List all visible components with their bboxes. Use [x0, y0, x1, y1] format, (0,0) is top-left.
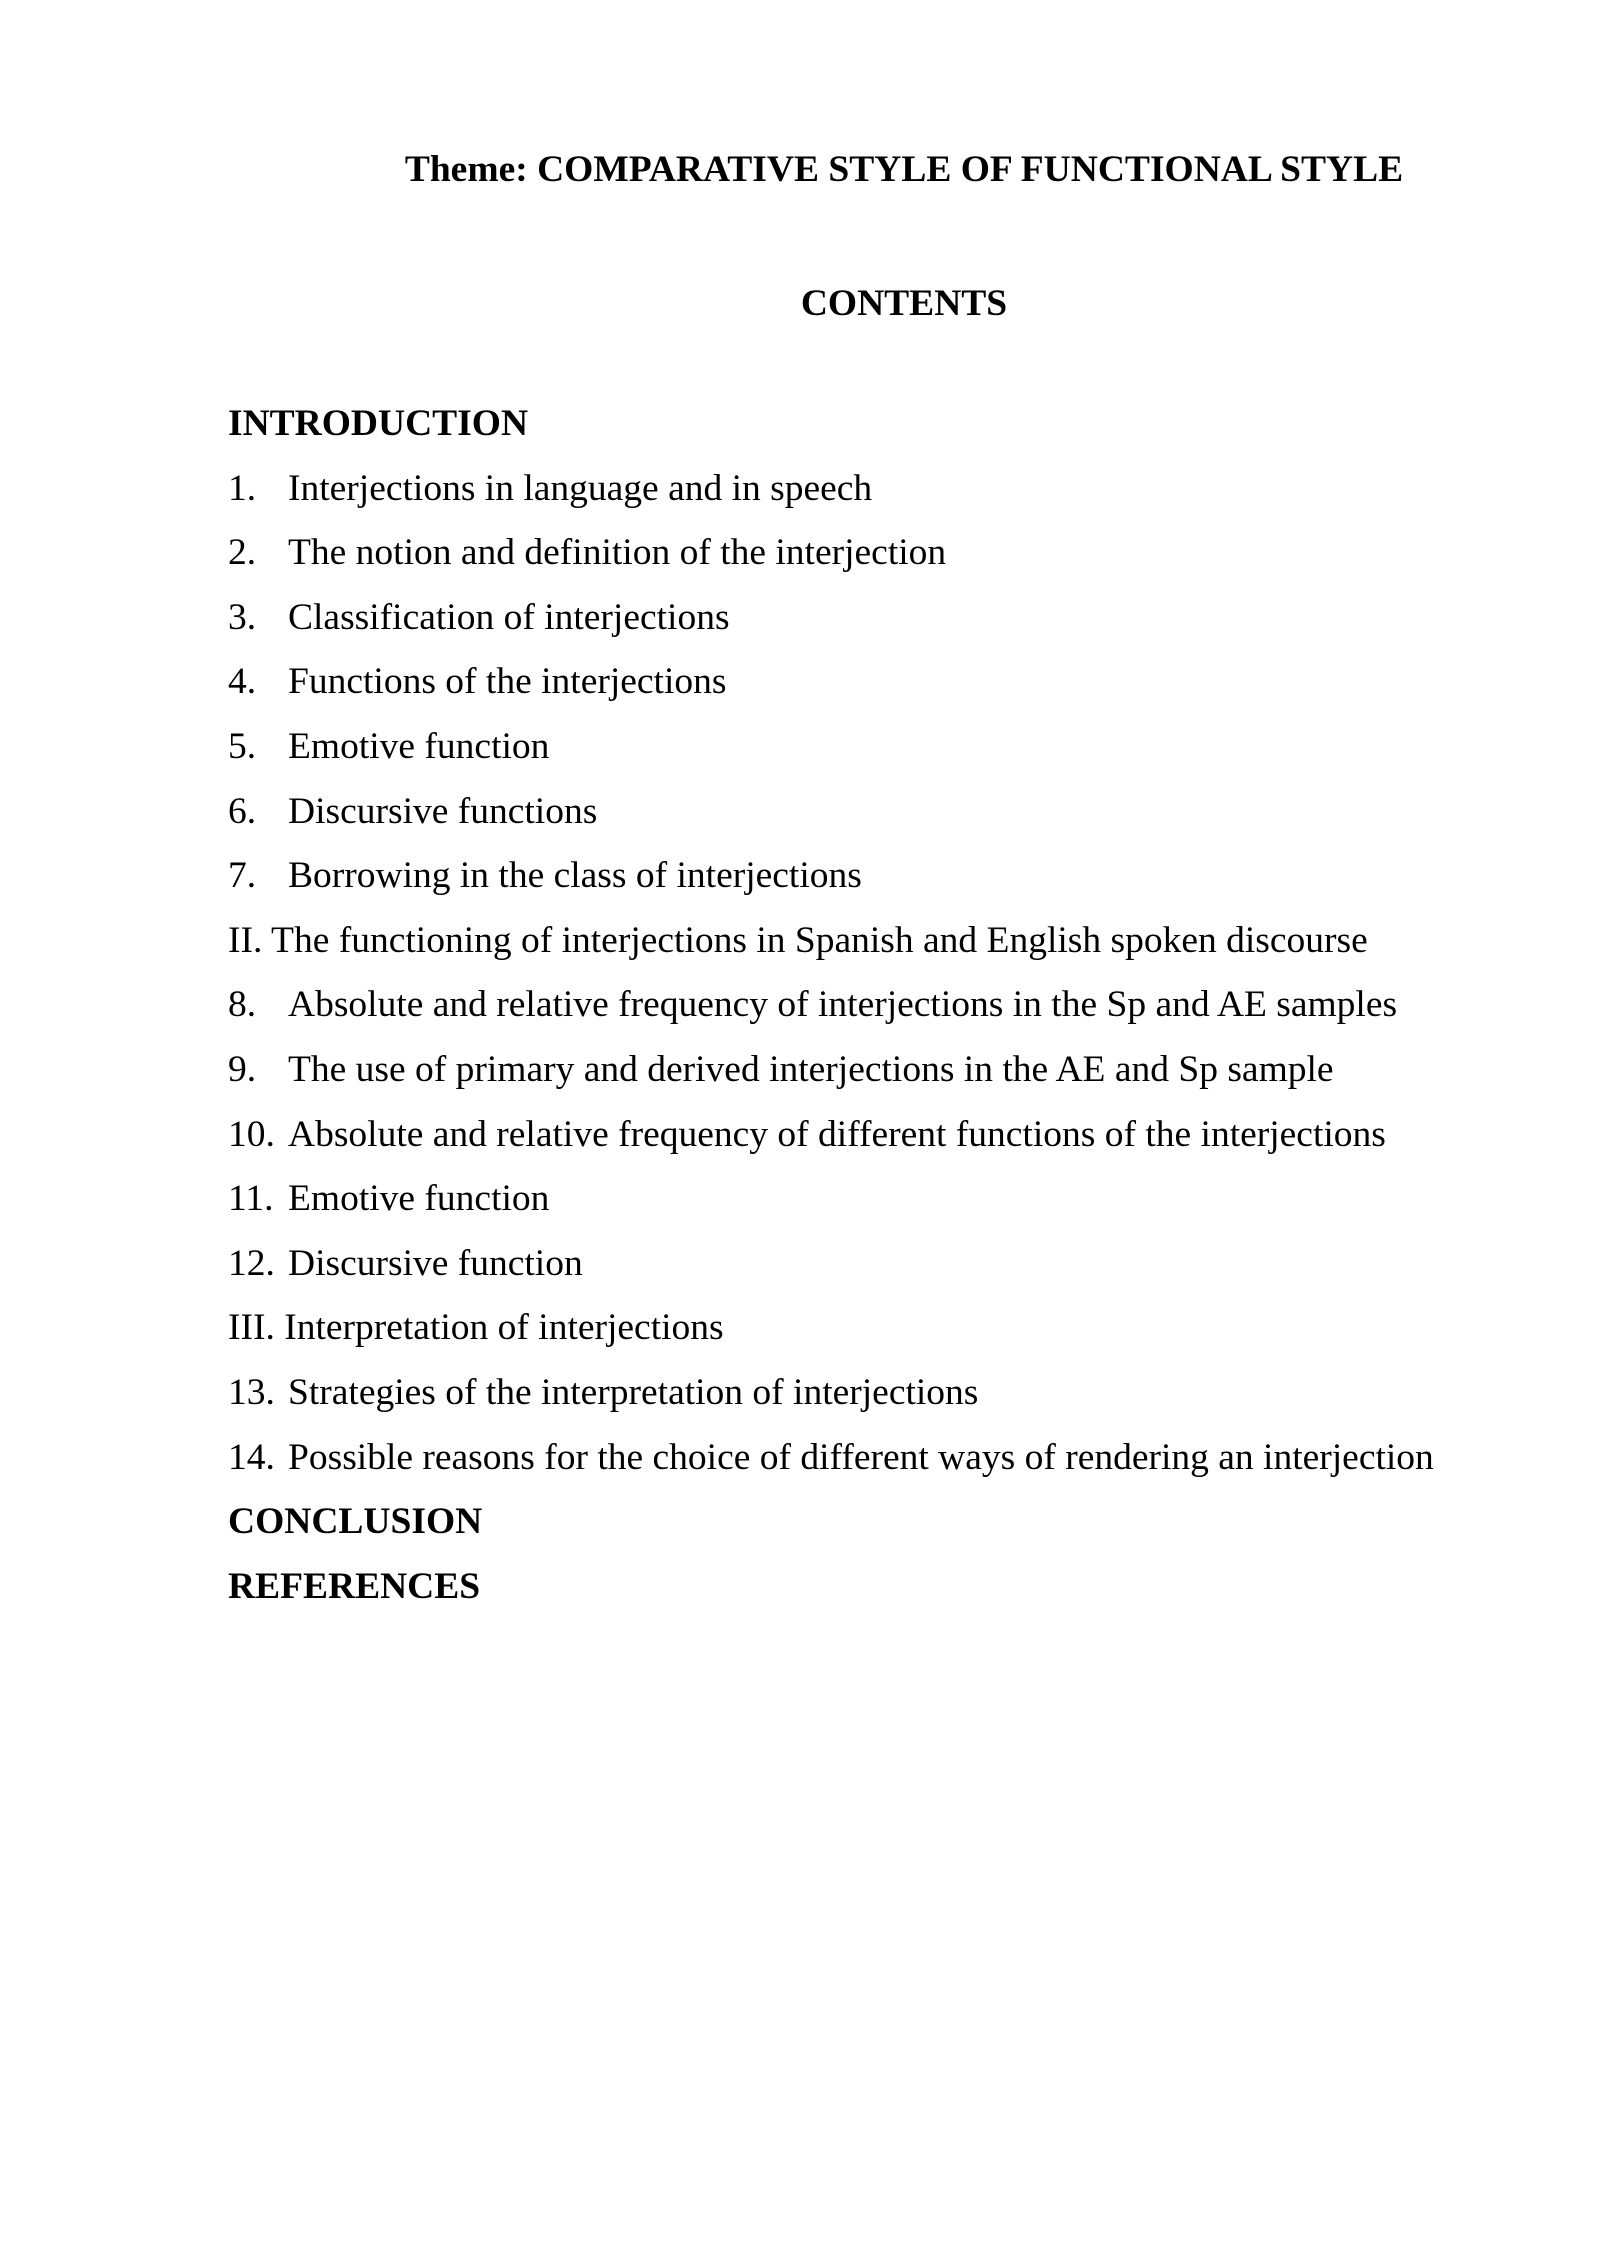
toc-item-number: 10.	[228, 1113, 275, 1155]
toc-item-text: Discursive functions	[288, 790, 598, 832]
toc-item	[228, 586, 1588, 651]
toc-item-number: 8.	[228, 984, 257, 1026]
toc-item	[228, 392, 1588, 457]
toc-item-number: 12.	[228, 1242, 275, 1284]
toc-item-text: Absolute and relative frequency of different functions of the interjections	[288, 1113, 1386, 1155]
toc-item-number: 1.	[228, 467, 257, 509]
toc-item	[228, 1103, 1588, 1168]
toc-item	[228, 780, 1588, 845]
toc-item	[228, 909, 1588, 974]
toc-item	[228, 521, 1588, 586]
toc-item-text: REFERENCES	[228, 1565, 481, 1607]
toc-item-number: 4.	[228, 661, 257, 703]
toc-item-text: Functions of the interjections	[288, 661, 727, 703]
toc-item-number: 2.	[228, 532, 257, 574]
toc-item-text: Interjections in language and in speech	[288, 467, 873, 509]
toc-item	[228, 844, 1588, 909]
toc-item-text: The use of primary and derived interjections in the AE and Sp sample	[288, 1048, 1334, 1090]
toc-item-text: II. The functioning of interjections in Spanish and English spoken discourse	[228, 919, 1368, 961]
toc-item-text: Classification of interjections	[288, 596, 730, 638]
toc-item-number: 3.	[228, 596, 257, 638]
toc-item-text: Discursive function	[288, 1242, 583, 1284]
toc-item	[228, 1426, 1588, 1491]
toc-item-number: 6.	[228, 790, 257, 832]
table-of-contents	[228, 392, 1588, 1619]
toc-item-number: 14.	[228, 1436, 275, 1478]
toc-item-text: Emotive function	[288, 1178, 550, 1220]
toc-item	[228, 1490, 1588, 1555]
toc-item	[228, 1296, 1588, 1361]
toc-item-text: III. Interpretation of interjections	[228, 1307, 724, 1349]
toc-item-text: Borrowing in the class of interjections	[288, 855, 862, 897]
toc-item	[228, 973, 1588, 1038]
toc-item	[228, 1167, 1588, 1232]
contents-heading: CONTENTS	[800, 283, 1008, 324]
toc-item	[228, 1038, 1588, 1103]
toc-item	[228, 1361, 1588, 1426]
toc-item-number: 13.	[228, 1371, 275, 1413]
toc-item-text: The notion and definition of the interjection	[288, 532, 947, 574]
toc-item-number: 11.	[228, 1178, 274, 1220]
toc-item	[228, 1555, 1588, 1620]
toc-item-number: 9.	[228, 1048, 257, 1090]
toc-item-number: 7.	[228, 855, 257, 897]
toc-item-text: INTRODUCTION	[228, 403, 529, 444]
toc-item-number: 5.	[228, 725, 257, 767]
toc-item-text: Possible reasons for the choice of different ways of rendering an interjection	[288, 1436, 1434, 1478]
toc-item	[228, 1232, 1588, 1297]
toc-item	[228, 715, 1588, 780]
toc-item-text: CONCLUSION	[228, 1501, 483, 1543]
toc-item	[228, 457, 1588, 522]
document-title: Theme: COMPARATIVE STYLE OF FUNCTIONAL STYLE	[404, 149, 1404, 190]
toc-item-text: Strategies of the interpretation of interjections	[288, 1371, 979, 1413]
toc-item-text: Emotive function	[288, 725, 550, 767]
toc-item-text: Absolute and relative frequency of interjections in the Sp and AE samples	[288, 984, 1398, 1026]
toc-item	[228, 650, 1588, 715]
